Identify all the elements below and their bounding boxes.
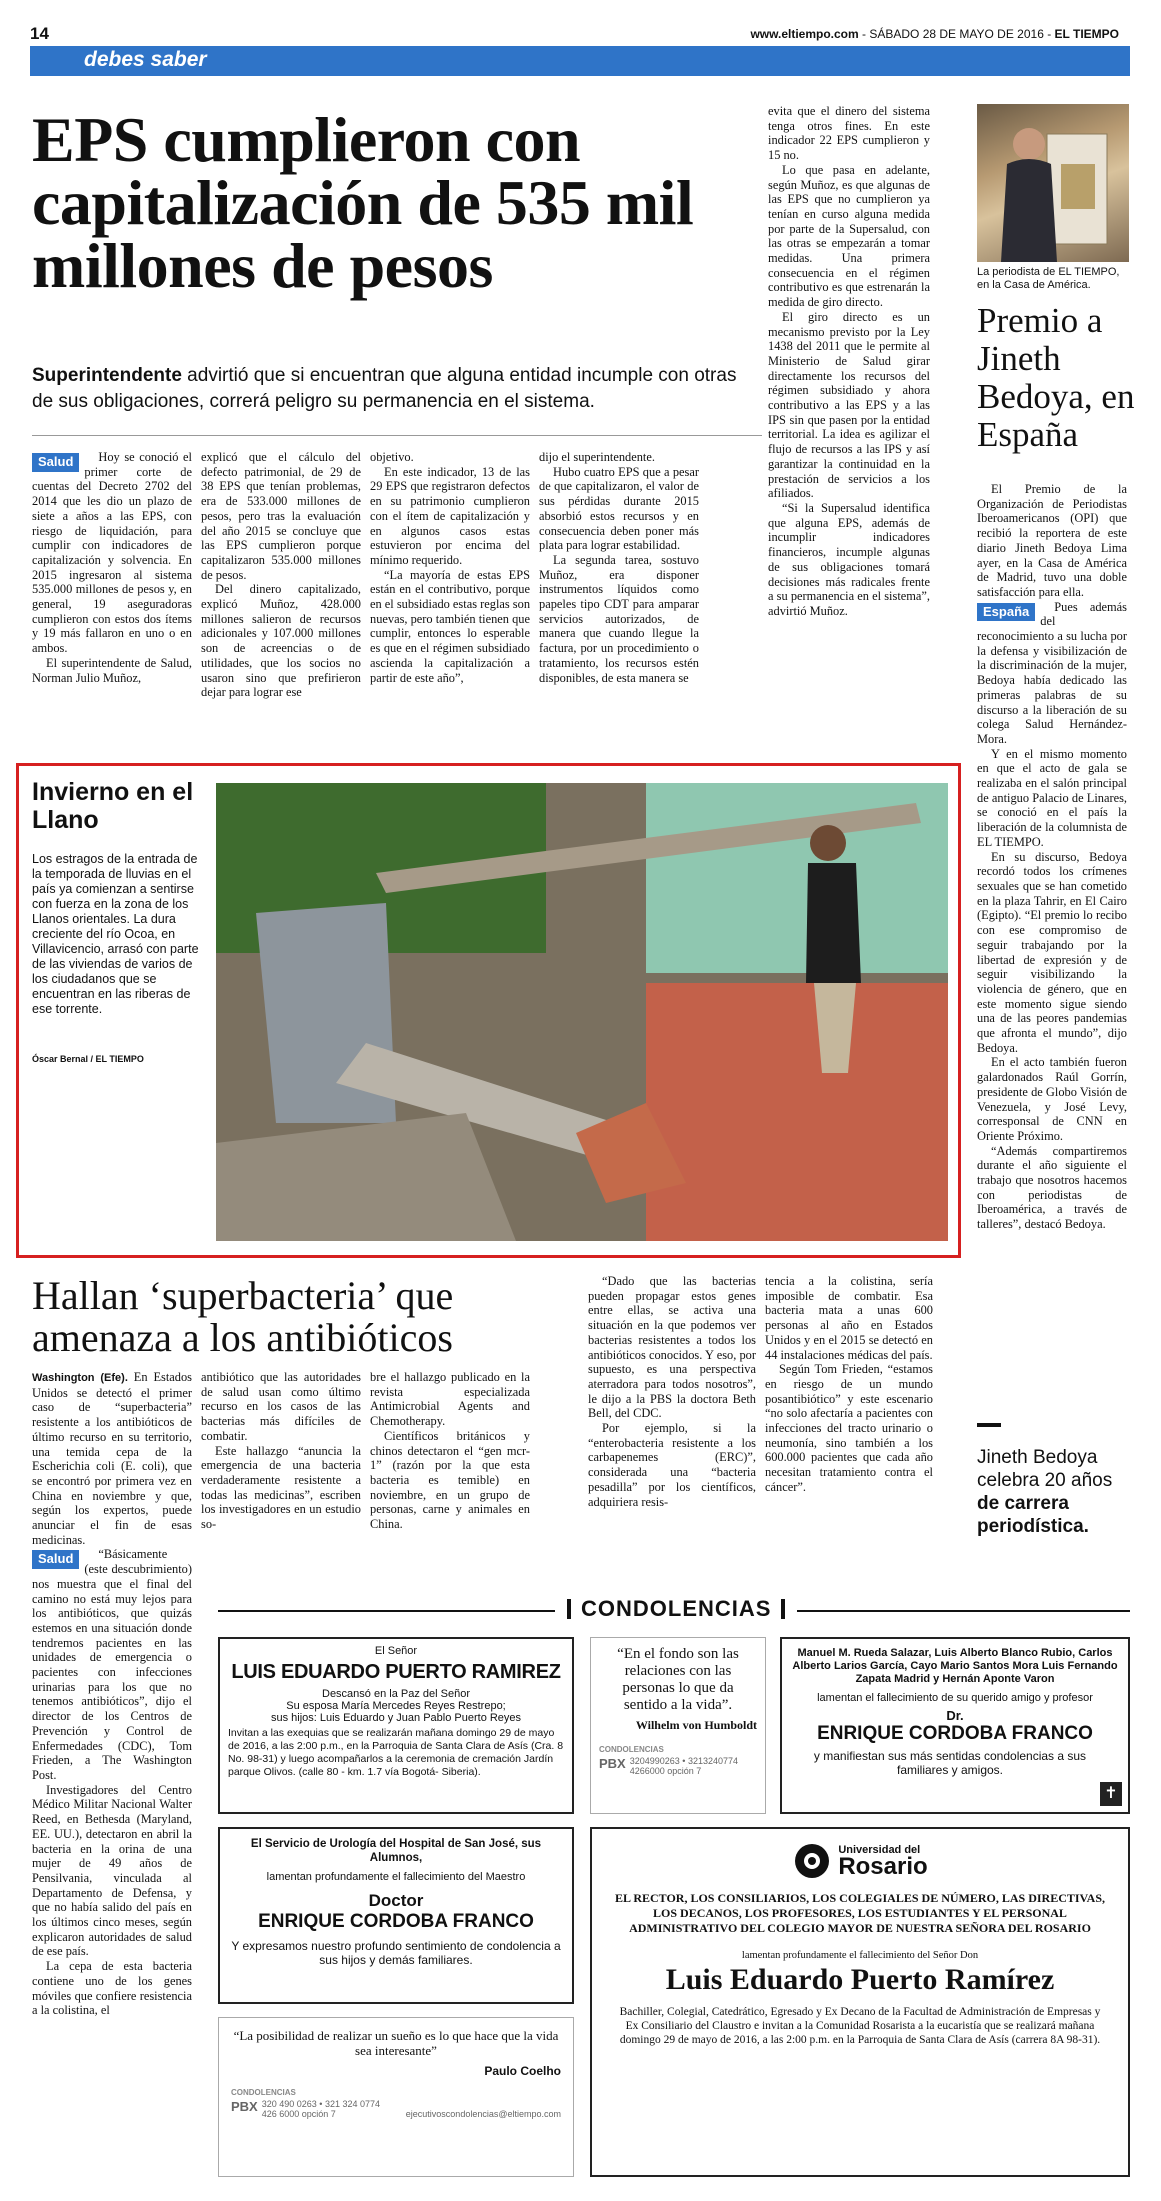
eps-headline: EPS cumplieron con capitalización de 535 mil millones de pesos <box>32 104 694 301</box>
bacteria-col-5 <box>765 1274 933 1495</box>
pull-quote-line-2: de carrera periodística. <box>977 1493 1089 1537</box>
rosario-line: lamentan profundamente el fallecimiento del Señor Don <box>741 1950 979 1961</box>
notice-name: ENRIQUE CORDOBA FRANCO <box>258 1911 534 1932</box>
bacteria-col-3 <box>370 1370 530 1532</box>
eps-p: “La mayoría de estas EPS están en el contributivo, porque en el subsidiado estas reglas son nuevas, pero también tienen que cumplir, entonces lo esperable es que en el régimen subsidiado ascienda la capitalización a partir de este año”, <box>370 567 531 685</box>
pull-quote-line-1: Jineth Bedoya celebra 20 años <box>977 1447 1113 1491</box>
notice-intro: El Señor <box>374 1645 418 1657</box>
notice-title: Dr. <box>946 1708 964 1723</box>
notice-line: Y expresamos nuestro profundo sentimiento de condolencia a sus hijos y demás familiares. <box>231 1939 561 1967</box>
issue-date: SÁBADO 28 DE MAYO DE 2016 <box>869 27 1044 41</box>
notice-name: LUIS EDUARDO PUERTO RAMIREZ <box>231 1661 561 1683</box>
page-number: 14 <box>30 24 49 43</box>
paper-name: EL TIEMPO <box>1054 27 1119 41</box>
eps-col-1 <box>32 450 192 685</box>
notice-cordoba-1 <box>780 1637 1130 1814</box>
bedoya-p: En el acto también fueron galardonados Raúl Gorrín, presidente de Globo Visión de Venezuela, y José Levy, corresponsal de CNN en Oriente Próximo. <box>977 1055 1127 1143</box>
eps-p: La segunda tarea, sostuvo Muñoz, era disponer instrumentos líquidos como papeles tipo CDT para amparar servicios autorizados, de manera que cuando llegue la factura, por un procedimiento o tratamiento, los recursos estén disponibles, de esta manera se <box>539 552 699 685</box>
eps-p: evita que el dinero del sistema tenga otros fines. En este indicador 22 EPS cumplieron y 15 no. <box>768 104 930 163</box>
eps-deck <box>32 363 762 415</box>
bacteria-p: Científicos británicos y chinos detectaron el “gen mcr-1” (razón por la que esta bacteria es temible) en noviembre, en un grupo de personas, carne y animales en China. <box>370 1428 530 1532</box>
bacteria-col-4 <box>588 1274 756 1509</box>
eps-deck-text: advirtió que si encuentran que alguna entidad incumple con otras de sus obligaciones, correrá peligro su permanencia en el sistema. <box>32 365 737 412</box>
notice-line: y manifiestan sus más sentidas condolencias a sus familiares y amigos. <box>813 1749 1087 1777</box>
cross-icon: ✝ <box>1100 1782 1122 1806</box>
quote-author: Wilhelm von Humboldt <box>635 1718 757 1732</box>
quote-box-1 <box>590 1637 766 1814</box>
flood-photo <box>216 783 948 1241</box>
bacteria-p <box>32 1370 192 1547</box>
notice-intro: El Servicio de Urología del Hospital de San José, sus Alumnos, <box>250 1838 542 1864</box>
photo-box-title: Invierno en el Llano <box>32 778 194 834</box>
bedoya-photo-caption: La periodista de EL TIEMPO, en la Casa de América. <box>977 266 1120 291</box>
notice-puerto-1 <box>218 1637 574 1814</box>
notice-cordoba-2 <box>218 1827 574 2004</box>
bacteria-headline: Hallan ‘superbacteria’ que amenaza a los antibióticos <box>32 1273 454 1360</box>
rosario-name: Luis Eduardo Puerto Ramírez <box>665 1963 1055 1996</box>
quote-text: “La posibilidad de realizar un sueño es lo que hace que la vida sea interesante” <box>233 2028 559 2058</box>
bedoya-photo-figure <box>977 104 1129 262</box>
bedoya-p: “Además compartiremos durante el año siguiente el trabajo que nosotros hacemos con periodistas de Iberoamérica, a través de talleres”, destacó Bedoya. <box>977 1143 1127 1232</box>
bacteria-p: Investigadores del Centro Médico Militar Nacional Walter Reed, en Bethesda (Maryland, EE. UU.), detectaron en abril la bacteria en la orina de una mujer de 49 años de Pensilvania, vinculada al Departamento de Defensa, y que no había salido del país en los últimos cinco meses, según explicaron autoridades de salud de ese país. <box>32 1782 192 1959</box>
eps-p: objetivo. <box>370 450 414 464</box>
notice-line: sus hijos: Luis Eduardo y Juan Pablo Puerto Reyes <box>270 1712 522 1724</box>
rosario-text: Bachiller, Colegial, Catedrático, Egresado y Ex Decano de la Facultad de Administración de Empresas y Ex Consiliario del Claustro e invitan a la Comunidad Rosarista a la eucaristía que se realizará mañana domingo 29 de mayo de 2016, a las 2:00 p.m. en la Parroquia de Santa Clara de Asís (carrera 8A 98-31). <box>619 2006 1101 2046</box>
photo-credit: Óscar Bernal / EL TIEMPO <box>32 1054 144 1064</box>
notice-line: lamentan profundamente el fallecimiento del Maestro <box>266 1871 526 1883</box>
quote-label: CONDOLENCIAS <box>599 1745 664 1754</box>
quote-label: CONDOLENCIAS <box>231 2088 296 2097</box>
phone-ext: 426 6000 opción 7 <box>261 2109 336 2119</box>
espana-tag: España <box>977 603 1035 622</box>
condolencias-label: CONDOLENCIAS <box>581 1596 772 1621</box>
bacteria-p: “Básicamente (este descubrimiento) nos muestra que el final del camino no está muy lejos para los antibióticos, que quizás estemos en una situación donde tendremos pacientes en las unidades de emergencia o pacientes con infecciones urinarias para los que no tenemos antibióticos”, dijo el director de los Centros de Prevención y Control de Enfermedades (CDC), Tom Frieden, a The Washington Post. <box>32 1547 192 1782</box>
quote-text: “En el fondo son las relaciones con las personas lo que da sentido a la vida”. <box>617 1646 739 1713</box>
bacteria-p: “Dado que las bacterias pueden propagar estos genes entre ellas, se activa una situación en la que podemos ver bacterias resistentes a todos los antibióticos conocidos. Y eso, por supuesto, es una perspectiva aterradora para todos nosotros”, le dijo a la PBS la doctora Beth Bell, del CDC. <box>588 1274 756 1421</box>
pull-quote <box>977 1446 1127 1538</box>
notice-body: Invitan a las exequias que se realizarán mañana domingo 29 de mayo de 2016, a las 2:00 p.m., en la Parroquia de Santa Clara de Asís (Cra. 8 No. 98-31) y luego acompañarlos a la ceremonia de cremación Jardín parque Olivos. (calle 80 - km. 1.7 vía Bogotá- Siberia). <box>228 1727 564 1778</box>
bedoya-p: Y en el mismo momento en que el acto de gala se realizaba en el salón principal de antiguo Palacio de Linares, se conoció en el país la liberación de la columnista de EL TIEMPO. <box>977 746 1127 849</box>
quote-contact <box>231 2099 561 2119</box>
eps-col-5 <box>768 104 930 619</box>
eps-p: dijo el superintendente. <box>539 450 655 464</box>
deck-rule <box>32 435 762 436</box>
bacteria-col-2 <box>201 1370 361 1532</box>
rosario-logo-small: Universidad del <box>838 1844 921 1856</box>
quote-contact <box>599 1756 757 1776</box>
salud-tag: Salud <box>32 453 79 472</box>
eps-p: En este indicador, 13 de las 29 EPS que registraron defectos en su patrimonio cumplieron con el ítem de capitalización y en algunos casos estas estuvieron por encima del mínimo requerido. <box>370 464 530 567</box>
bacteria-p: La cepa de esta bacteria contiene uno de los genes móviles que confiere resistencia a la colistina, el <box>32 1959 192 2018</box>
notice-rosario <box>590 1827 1130 2177</box>
eps-p: Lo que pasa en adelante, según Muñoz, es que algunas de las EPS que no cumplieron ya tenían en curso alguna medida por parte de la Supersalud, con las otras se empezarán a tomar medidas. Una primera consecuencia en el régimen contributivo es que estrenarán la medida de giro directo. <box>768 162 930 310</box>
phone-ext: 4266000 opción 7 <box>629 1766 702 1776</box>
photo-box-caption: Los estragos de la entrada de la temporada de lluvias en el país ya comienzan a sentirse con fuerza en la zona de los Llanos orientales. La dura creciente del río Ocoa, en Villavicencio, arrasó con parte de las viviendas de varios de los ciudadanos que se encuentran en las riberas de ese torrente. <box>32 852 199 1016</box>
bedoya-headline: Premio a Jineth Bedoya, en España <box>977 301 1135 454</box>
bacteria-p: tencia a la colistina, sería imposible de combatir. Esa bacteria mata a unas 600 personas al año en Estados Unidos y en el 2015 se detectó en 44 instalaciones médicas del país. <box>765 1274 933 1362</box>
site-url[interactable]: www.eltiempo.com <box>750 27 859 41</box>
bacteria-col-1 <box>32 1370 192 2018</box>
notice-title: Doctor <box>368 1891 424 1910</box>
pull-rule <box>977 1423 1001 1427</box>
eps-col-4 <box>539 450 699 685</box>
pbx-label: PBX <box>599 1756 626 1771</box>
bacteria-p: Según Tom Frieden, “estamos en riesgo de un mundo posantibiótico” y este escenario “no solo afectaría a pacientes con infecciones del tracto urinario o neumonía, sino también a los 600.000 pacientes que cada año necesitan tratamiento contra el cáncer”. <box>765 1362 933 1494</box>
rosario-shield-icon <box>792 1841 832 1881</box>
eps-p: El giro directo es un mecanismo previsto por la Ley 1438 del 2011 que le permite al Ministerio de Salud girar directamente los recursos del régimen subsidiado y ahora contributivo a las EPS y a las IPS sin que pasen por la entidad territorial. La idea es agilizar el flujo de recursos a las IPS y así garantizar la continuidad en la prestación de servicios a los afiliados. <box>768 309 930 501</box>
bedoya-photo <box>977 104 1129 262</box>
salud-tag-2: Salud <box>32 1550 79 1569</box>
bedoya-body <box>977 482 1127 1232</box>
rosario-logo-big: Rosario <box>838 1853 928 1880</box>
bacteria-dateline: Washington (Efe). <box>32 1372 128 1384</box>
eps-p: Del dinero capitalizado, explicó Muñoz, 428.000 millones salieron de recursos adicionales y 107.000 millones son de acreencias o de utilidades, que los socios no usaron sino que prefirieron dejar para lograr ese <box>201 582 361 700</box>
quote-box-2 <box>218 2017 574 2177</box>
flood-scene <box>216 783 948 1241</box>
eps-p: El superintendente de Salud, Norman Julio Muñoz, <box>32 655 192 685</box>
notice-name: ENRIQUE CORDOBA FRANCO <box>817 1723 1093 1744</box>
eps-p: “Si la Supersalud identifica que alguna EPS, además de incumplir indicadores financieros, incumple algunas de sus obligaciones tomará decisiones más radicales frente a su permanencia en el sistema”, advirtió Muñoz. <box>768 500 930 618</box>
eps-p: explicó que el cálculo del defecto patrimonial, de 29 de 38 EPS que tenían problemas, era de 533.000 millones de pesos, pero tras la evaluación del año 2015 se concluye que las EPS cumplieron porque capitalizaron 535.000 millones de pesos. <box>201 450 361 582</box>
bacteria-lead: En Estados Unidos se detectó el primer caso de “superbacteria” resistente a los antibióticos de último recurso en su territorio, una temida cepa de la Escherichia coli (E. coli), que se encontró por primera vez en China en noviembre y que, según los expertos, puede anunciar el fin de esas medicinas. <box>32 1370 192 1547</box>
phone-numbers[interactable]: 3204990263 • 3213240774 <box>629 1756 738 1766</box>
phone-numbers[interactable]: 320 490 0263 • 321 324 0774 <box>261 2099 380 2109</box>
eps-deck-lead: Superintendente <box>32 365 182 386</box>
notice-line: Su esposa María Mercedes Reyes Restrepo; <box>286 1700 506 1712</box>
notice-line: lamentan el fallecimiento de su querido amigo y profesor <box>817 1692 1093 1704</box>
section-label: debes saber <box>84 48 207 71</box>
bedoya-p: El Premio de la Organización de Periodistas Iberoamericanos (OPI) que recibió la reportera de este diario Jineth Bedoya Lima ayer, en la Casa de América de Madrid, tuvo una doble satisfacción para ella. <box>977 482 1127 599</box>
pbx-label: PBX <box>231 2099 258 2114</box>
quote-author: Paulo Coelho <box>484 2064 561 2078</box>
condolencias-title <box>555 1596 797 1622</box>
eps-col-2 <box>201 450 361 700</box>
bacteria-p: antibiótico que las autoridades de salud usan como último recurso en los casos de las bacterias más difíciles de combatir. <box>201 1370 361 1443</box>
notice-names: Manuel M. Rueda Salazar, Luis Alberto Blanco Rubio, Carlos Alberto Larios García, Cayo Mario Santos Mora Luis Fernando Zapata Madrid y Hernán Aponte Varon <box>792 1647 1118 1685</box>
rosario-logo <box>612 1841 1108 1881</box>
bacteria-p: Por ejemplo, si la “enterobacteria resistente a los carbapenemes (ERC)”, considerada una “bacteria pesadilla” por los científicos, adquiriera resis- <box>588 1421 756 1509</box>
contact-email[interactable]: ejecutivoscondolencias@eltiempo.com <box>405 2109 561 2119</box>
eps-p: Hubo cuatro EPS que a pesar de que capitalizaron, el valor de sus pérdidas durante 2015 absorbió estos recursos y en consecuencia deben poner más plata para lograr estabilidad. <box>539 464 699 553</box>
notice-line: Descansó en la Paz del Señor <box>322 1688 470 1700</box>
eps-p: Hoy se conoció el primer corte de cuentas del Decreto 2702 del 2014 que les dio un plazo de siete a años a las EPS, con riesgo de liquidación, para cumplir con indicadores de capitalización y solvencia. En 2015 ingresaron al sistema 535.000 millones de pesos y, en general, 19 aseguradoras cumplieron con estos dos ítems y 19 más fallaron en uno o en ambos. <box>32 450 192 656</box>
bedoya-p: En su discurso, Bedoya recordó todos los crímenes sexuales que se han cometido en la plaza Tahrir, en El Cairo (Egipto). “El premio lo recibo con ese compromiso de seguir trabajando por la libertad de expresión y de seguir visibilizando la violencia de género, que en este momento sigue siendo una de las peores pandemias que afronta el mundo”, dijo Bedoya. <box>977 849 1127 1055</box>
header-dateline: www.eltiempo.com - SÁBADO 28 DE MAYO DE 2016 - EL TIEMPO <box>750 27 1119 41</box>
bedoya-p: Pues además del reconocimiento a su lucha por la defensa y visibilización de la discriminación de la mujer, Bedoya había dedicado las primeras palabras de su discurso a la liberación de su colega Salud Hernández-Mora. <box>977 599 1127 746</box>
eps-col-3 <box>370 450 530 685</box>
rosario-body: EL RECTOR, LOS CONSILIARIOS, LOS COLEGIALES DE NÚMERO, LAS DIRECTIVAS, LOS DECANOS, LOS PROFESORES, LOS ESTUDIANTES Y EL PERSONAL ADMINISTRATIVO DEL COLEGIO MAYOR DE NUESTRA SEÑORA DEL ROSARIO <box>614 1891 1106 1935</box>
bacteria-p: Este hallazgo “anuncia la emergencia de una bacteria verdaderamente resistente a todas las medicinas”, escriben los investigadores en un estudio so- <box>201 1443 361 1532</box>
bacteria-p: bre el hallazgo publicado en la revista especializada Antimicrobial Agents and Chemotherapy. <box>370 1370 530 1429</box>
